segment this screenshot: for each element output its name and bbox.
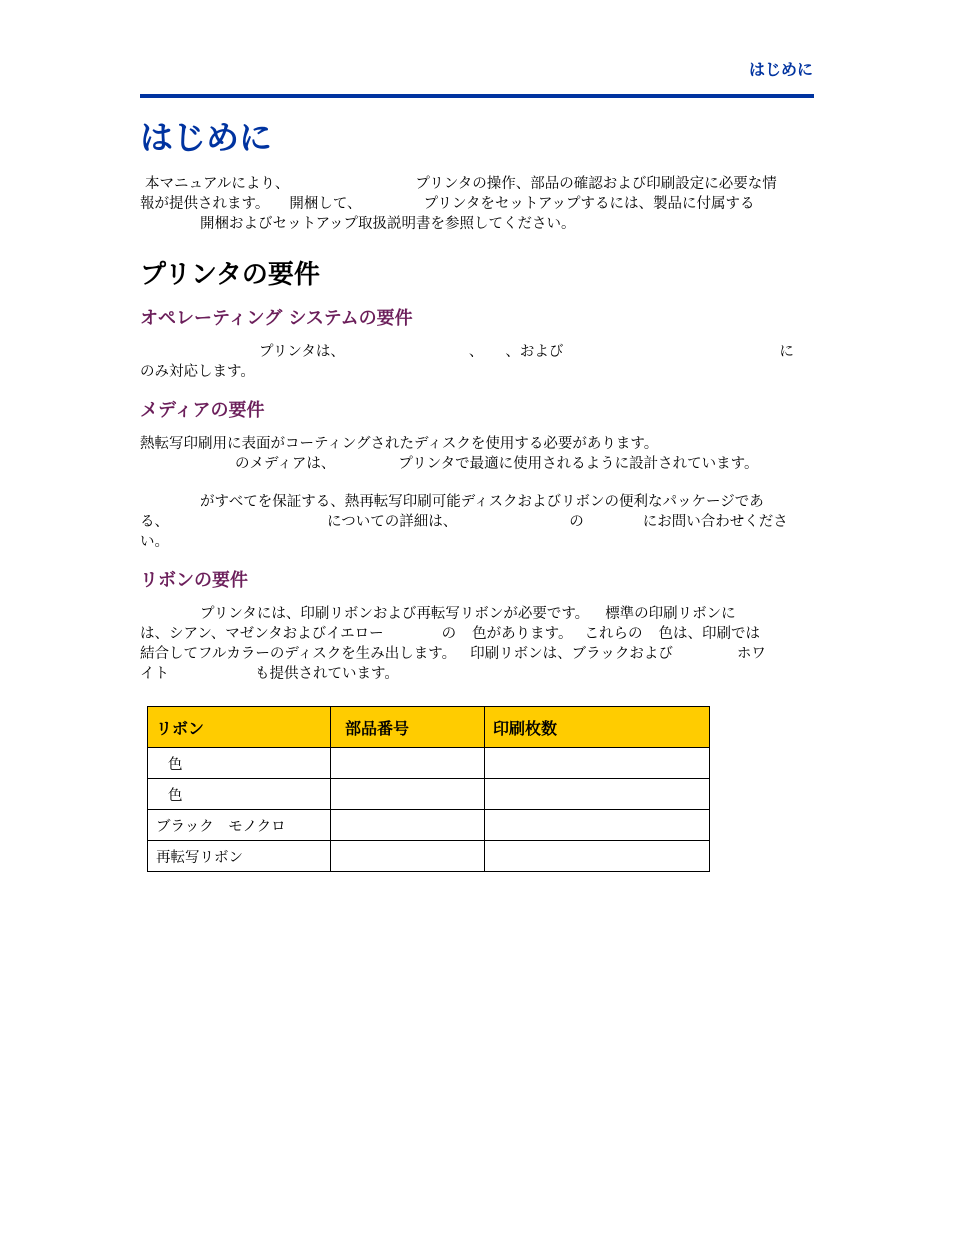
os-requirements: オペレーティング システムの要件 プリンタは、 、 、および に のみ対応します。 <box>140 308 814 382</box>
table-cell: 色 <box>148 748 331 779</box>
table-cell: ブラック モノクロ <box>148 810 331 841</box>
ribbon-table <box>147 706 710 872</box>
table-row <box>148 841 710 872</box>
page-title: はじめに <box>140 118 272 157</box>
page-content <box>140 118 814 702</box>
table-cell <box>331 841 485 872</box>
intro-text: 報が提供されます。 <box>140 196 270 212</box>
intro-text: 開梱およびセットアップ取扱説明書を参照してください。 <box>200 216 576 232</box>
table-header-row <box>148 707 710 748</box>
column-header-part-number: 部品番号 <box>331 707 485 748</box>
ribbon-heading: リボンの要件 <box>140 570 248 591</box>
table-row <box>148 810 710 841</box>
os-heading: オペレーティング システムの要件 <box>140 308 413 329</box>
table-row <box>148 748 710 779</box>
table-cell <box>485 779 710 810</box>
header-rule <box>140 94 814 98</box>
media-heading: メディアの要件 <box>140 400 265 421</box>
running-header: はじめに <box>748 60 813 79</box>
intro-text: 開梱して、 <box>289 196 362 212</box>
intro-paragraph <box>140 174 814 234</box>
section-title: プリンタの要件 <box>140 260 320 290</box>
table-cell <box>485 841 710 872</box>
table-cell: 再転写リボン <box>148 841 331 872</box>
table-cell <box>485 810 710 841</box>
intro-text: プリンタをセットアップするには、製品に付属する <box>423 196 755 212</box>
intro-text: 本マニュアルにより、 <box>145 176 290 192</box>
table-cell: 色 <box>148 779 331 810</box>
table-cell <box>485 748 710 779</box>
table-cell <box>331 779 485 810</box>
table-cell <box>331 748 485 779</box>
column-header-ribbon: リボン <box>148 707 331 748</box>
ribbon-requirements: リボンの要件 プリンタには、印刷リボンおよび再転写リボンが必要です。 標準の印刷リボンに は、シアン、マゼンタおよびイエロー の 色があります。 これらの 色は、印刷では 結合してフルカラーのディスクを生み出します。 印刷リボンは、ブラックおよび ホワ イト も提供されています。 <box>140 570 814 684</box>
media-requirements: メディアの要件 熱転写印刷用に表面がコーティングされたディスクを使用する必要があります。 のメディアは、 プリンタで最適に使用されるように設計されています。 がすべてを保証する、熱再転写印刷可能ディスクおよびリボンの便利なパッケージであ る、 についての詳細は、 の にお問い合わせくださ い。 <box>140 400 814 552</box>
table-row <box>148 779 710 810</box>
intro-text: プリンタの操作、部品の確認および印刷設定に必要な情 <box>415 176 777 192</box>
column-header-print-count: 印刷枚数 <box>485 707 710 748</box>
table-cell <box>331 810 485 841</box>
